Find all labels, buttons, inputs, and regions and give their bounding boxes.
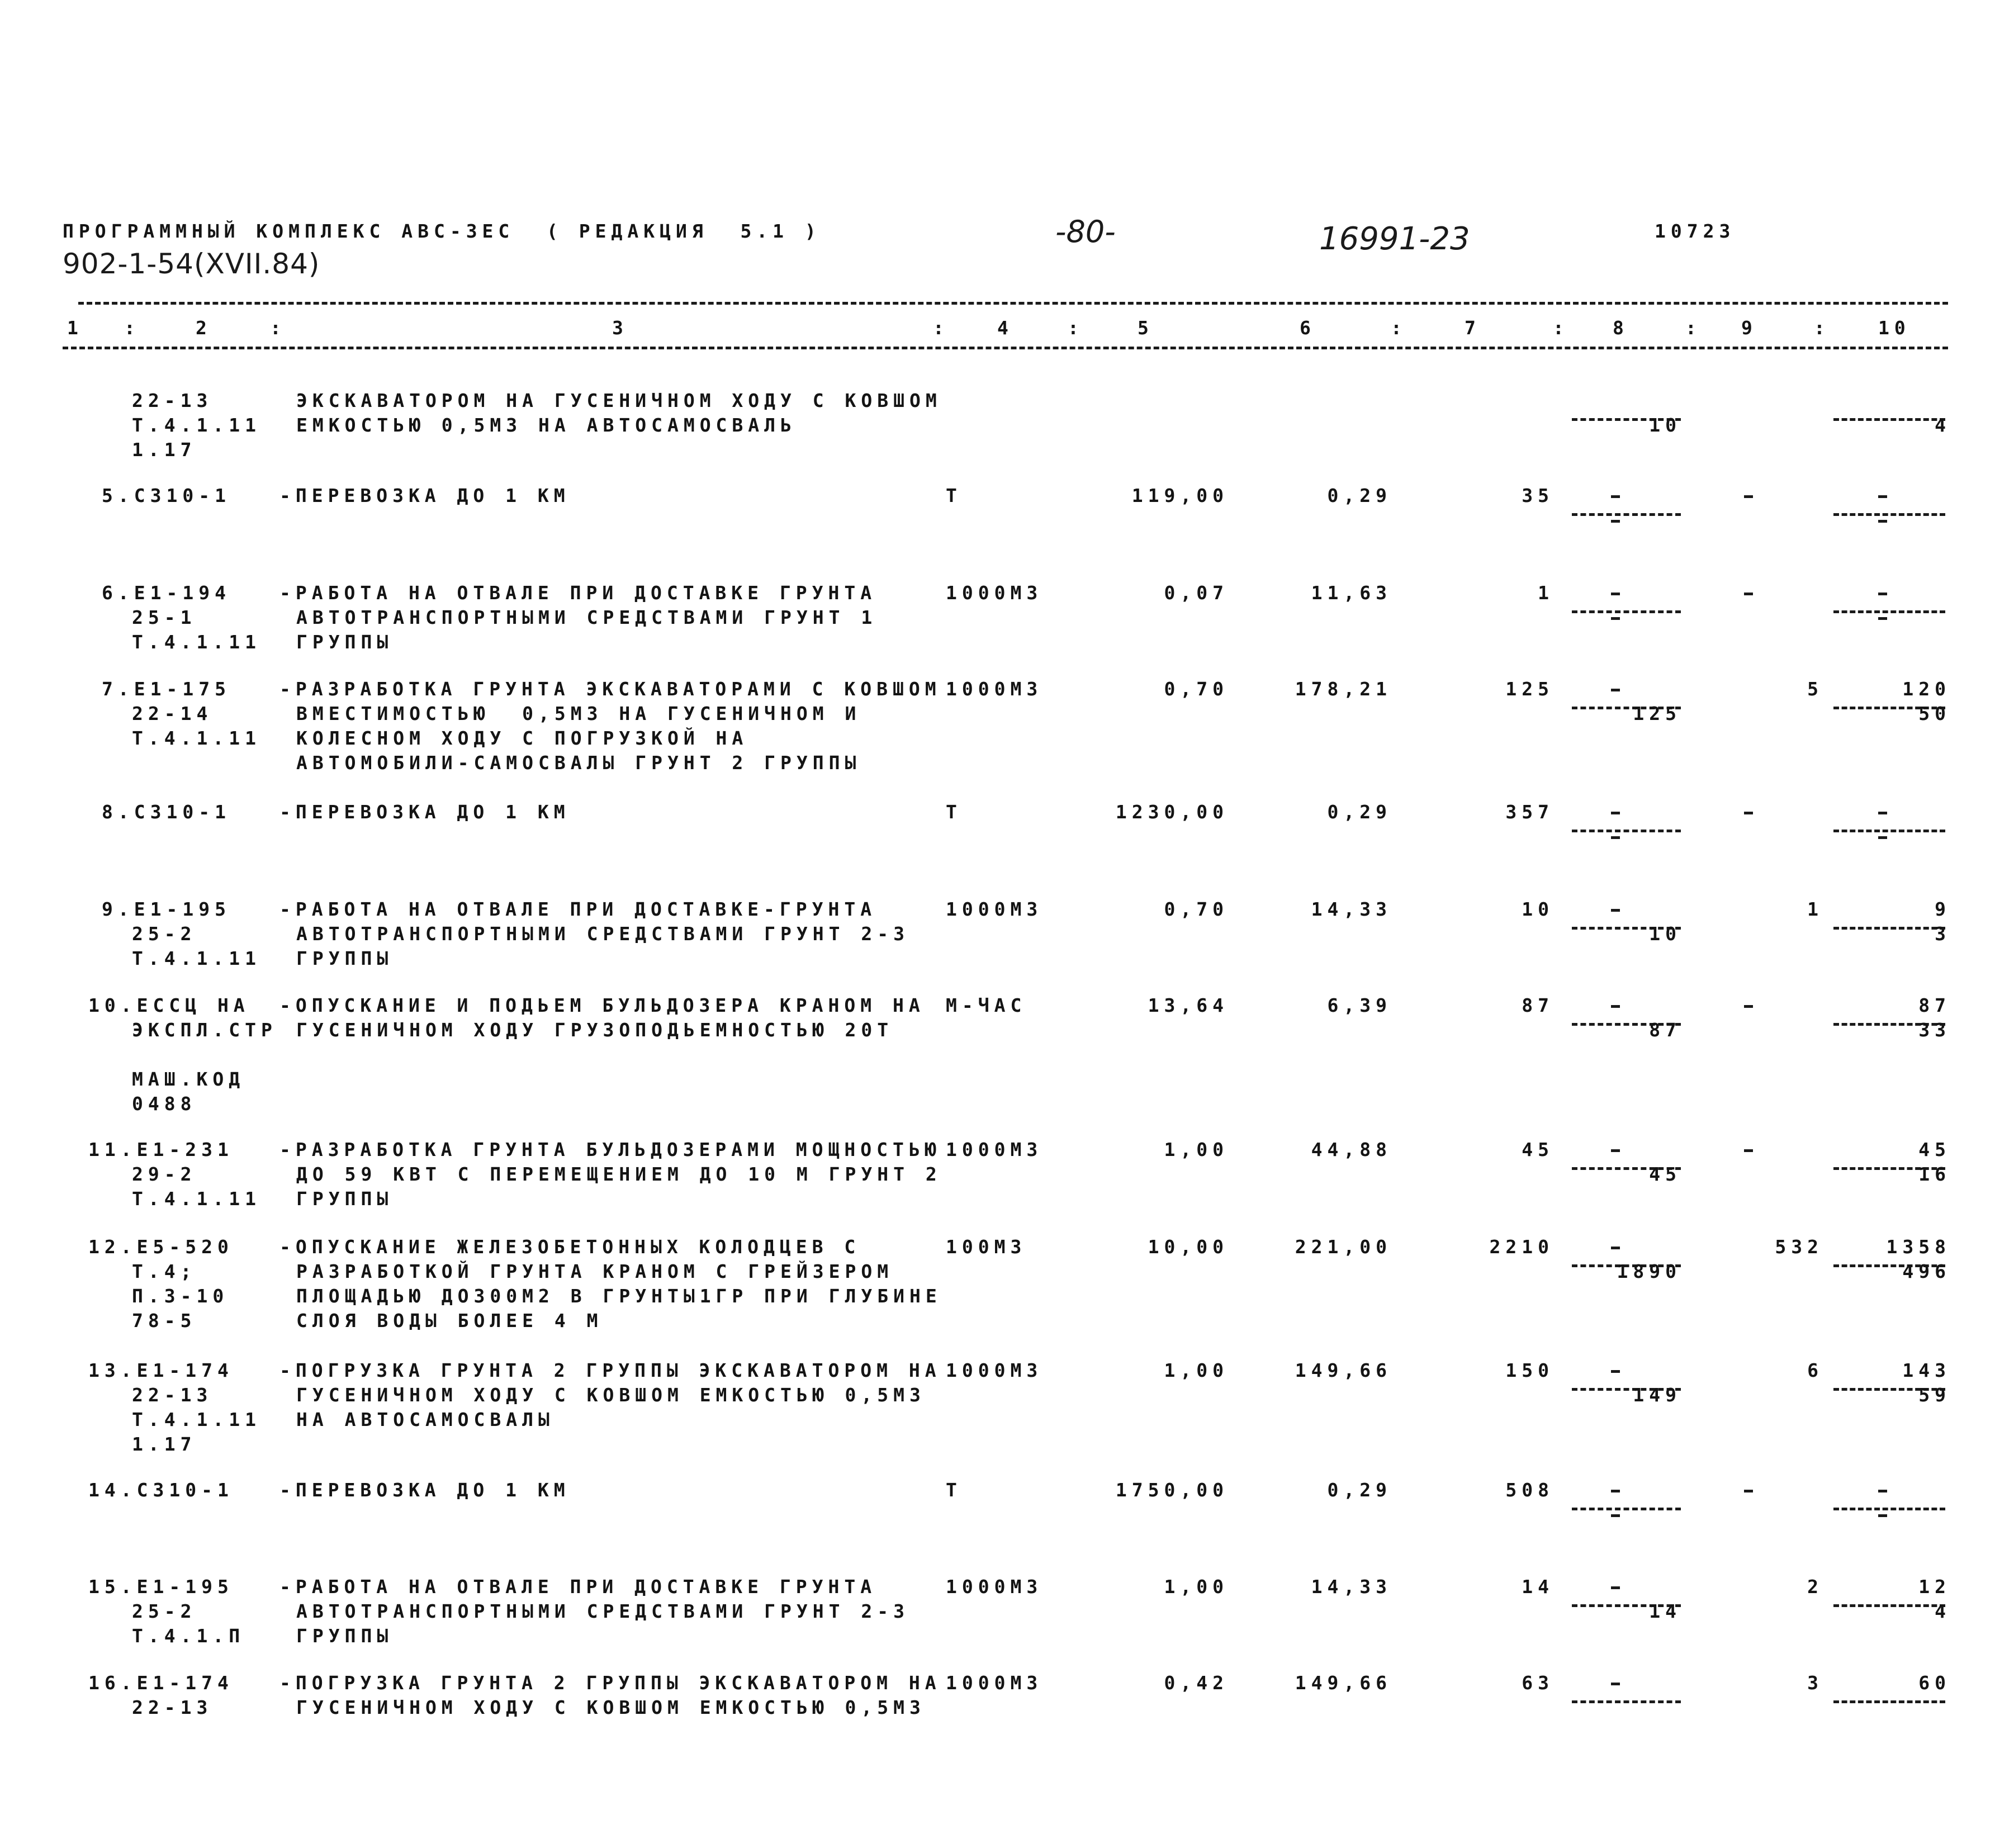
row-col8-rule (1572, 830, 1681, 832)
row-code: 22-13 (132, 1384, 213, 1406)
row-quantity: 0,70 (1164, 898, 1229, 920)
row-col10-bottom: 59 (1918, 1384, 1951, 1406)
row-col8-rule (1572, 1508, 1681, 1510)
row-col10-top: 1358 (1886, 1236, 1951, 1258)
row-col10-top (1878, 812, 1887, 814)
row-code: 6.Е1-194 (102, 582, 231, 604)
row-col8-rule (1572, 513, 1681, 516)
row-code: 25-2 (132, 1600, 197, 1622)
row-unit: 1000М3 (946, 1139, 1043, 1160)
row-col8-top (1611, 593, 1620, 595)
row-description: ГРУППЫ (296, 947, 394, 969)
row-col8-bottom: 10 (1649, 923, 1681, 945)
row-col10-bottom (1878, 617, 1887, 620)
row-col9: 6 (1807, 1359, 1823, 1381)
row-col8-top (1611, 689, 1620, 691)
row-description: КОЛЕСНОМ ХОДУ С ПОГРУЗКОЙ НА (296, 727, 748, 749)
row-col10-bottom: 496 (1902, 1261, 1951, 1282)
row-quantity: 1750,00 (1115, 1479, 1229, 1501)
row-col8-rule (1572, 610, 1681, 613)
row-unit-price: 6,39 (1327, 994, 1392, 1016)
row-col10-rule (1833, 830, 1945, 832)
column-header-cell: 3 (612, 317, 628, 339)
row-unit: Т (946, 801, 962, 823)
column-separator: : (1068, 317, 1084, 339)
row-code: Т.4; (132, 1261, 197, 1282)
row-col10-top (1878, 1490, 1887, 1492)
row-col10-top: 45 (1918, 1139, 1951, 1160)
row-code: 22-13 (132, 390, 213, 411)
row-col10-top: 120 (1902, 678, 1951, 700)
row-unit-price: 44,88 (1311, 1139, 1392, 1160)
row-code: 5.С310-1 (102, 485, 231, 506)
row-col8-top (1611, 1586, 1620, 1589)
row-description: -ОПУСКАНИЕ И ПОДЬЕМ БУЛЬДОЗЕРА КРАНОМ НА (279, 994, 925, 1016)
row-code: 78-5 (132, 1310, 197, 1331)
row-col9 (1744, 1149, 1753, 1152)
row-col8-top (1611, 1005, 1620, 1008)
row-code: 22-14 (132, 703, 213, 724)
row-code: 1.17 (132, 439, 197, 461)
row-col10-rule (1833, 610, 1945, 613)
row-code: 1.17 (132, 1433, 197, 1455)
row-code: 9.Е1-195 (102, 898, 231, 920)
row-col8-bottom: 149 (1633, 1384, 1681, 1406)
header-rule-top (78, 302, 1948, 305)
column-separator: : (933, 317, 949, 339)
row-description: ДО 59 КВТ С ПЕРЕМЕЩЕНИЕМ ДО 10 М ГРУНТ 2 (296, 1163, 942, 1185)
row-col10-bottom: 4 (1935, 414, 1951, 436)
row-description: ГРУППЫ (296, 631, 394, 653)
row-description: ВМЕСТИМОСТЬЮ 0,5М3 НА ГУСЕНИЧНОМ И (296, 703, 861, 724)
column-header-cell: 9 (1741, 317, 1757, 339)
row-description: РАЗРАБОТКОЙ ГРУНТА КРАНОМ С ГРЕЙЗЕРОМ (296, 1261, 894, 1282)
row-code: 11.Е1-231 (88, 1139, 234, 1160)
row-col9 (1744, 1490, 1753, 1492)
row-unit: 1000М3 (946, 1359, 1043, 1381)
column-header-cell: 5 (1138, 317, 1154, 339)
row-col9 (1744, 593, 1753, 595)
row-col8-bottom (1611, 1514, 1620, 1517)
row-code: 15.Е1-195 (88, 1576, 234, 1598)
row-description: АВТОТРАНСПОРТНЫМИ СРЕДСТВАМИ ГРУНТ 2-3 (296, 923, 909, 945)
row-code: Т.4.1.П (132, 1625, 245, 1647)
row-col8-top (1611, 1370, 1620, 1373)
row-total-cost: 87 (1522, 994, 1554, 1016)
column-header-cell: 4 (997, 317, 1013, 339)
row-col10-bottom: 3 (1935, 923, 1951, 945)
column-header-cell: 7 (1465, 317, 1481, 339)
row-description: ГУСЕНИЧНОМ ХОДУ ГРУЗОПОДЬЕМНОСТЬЮ 20Т (296, 1019, 894, 1041)
row-description: -ПЕРЕВОЗКА ДО 1 КМ (279, 801, 570, 823)
row-quantity: 10,00 (1148, 1236, 1229, 1258)
column-header-cell: 2 (196, 317, 212, 339)
row-description: -РАБОТА НА ОТВАЛЕ ПРИ ДОСТАВКЕ ГРУНТА (279, 1576, 877, 1598)
row-col8-rule (1572, 1700, 1681, 1703)
row-col8-bottom (1611, 617, 1620, 620)
row-col8-bottom (1611, 520, 1620, 523)
column-separator: : (270, 317, 286, 339)
row-col8-bottom: 14 (1649, 1600, 1681, 1622)
row-description: ГРУППЫ (296, 1188, 394, 1210)
row-description: НА АВТОСАМОСВАЛЫ (296, 1409, 555, 1430)
row-unit: Т (946, 485, 962, 506)
row-total-cost: 35 (1522, 485, 1554, 506)
row-code: 13.Е1-174 (88, 1359, 234, 1381)
row-total-cost: 508 (1505, 1479, 1554, 1501)
row-unit-price: 14,33 (1311, 898, 1392, 920)
row-col9: 532 (1775, 1236, 1823, 1258)
column-separator: : (1685, 317, 1702, 339)
row-col8-top (1611, 909, 1620, 912)
row-col10-bottom: 4 (1935, 1600, 1951, 1622)
row-col10-top: 87 (1918, 994, 1951, 1016)
document-code: 10723 (1655, 220, 1736, 242)
row-col8-top (1611, 812, 1620, 814)
row-quantity: 1230,00 (1115, 801, 1229, 823)
row-unit: М-ЧАС (946, 994, 1027, 1016)
row-description: -ПЕРЕВОЗКА ДО 1 КМ (279, 1479, 570, 1501)
row-unit: 1000М3 (946, 1576, 1043, 1598)
row-col10-top: 12 (1918, 1576, 1951, 1598)
row-code: Т.4.1.11 (132, 1188, 261, 1210)
row-col10-top: 60 (1918, 1672, 1951, 1694)
header-rule-bottom (63, 347, 1948, 349)
row-col10-top (1878, 495, 1887, 498)
row-col9 (1744, 495, 1753, 498)
row-code: 10.ЕССЦ НА (88, 994, 250, 1016)
row-col9: 3 (1807, 1672, 1823, 1694)
row-code: 7.Е1-175 (102, 678, 231, 700)
row-unit: 1000М3 (946, 1672, 1043, 1694)
row-description: -ОПУСКАНИЕ ЖЕЛЕЗОБЕТОННЫХ КОЛОДЦЕВ С (279, 1236, 861, 1258)
row-col8-top (1611, 495, 1620, 498)
row-code: 0488 (132, 1093, 197, 1115)
row-col10-top: 9 (1935, 898, 1951, 920)
row-col10-bottom (1878, 520, 1887, 523)
row-code: МАШ.КОД (132, 1068, 245, 1090)
row-total-cost: 1 (1538, 582, 1554, 604)
row-col10-bottom: 33 (1918, 1019, 1951, 1041)
row-description: АВТОМОБИЛИ-САМОСВАЛЫ ГРУНТ 2 ГРУППЫ (296, 752, 861, 774)
row-col8-top (1611, 1490, 1620, 1492)
row-col8-bottom: 10 (1649, 414, 1681, 436)
row-col10-top (1878, 593, 1887, 595)
row-description: ЕМКОСТЬЮ 0,5М3 НА АВТОСАМОСВАЛЬ (296, 414, 797, 436)
row-col9 (1744, 812, 1753, 814)
row-total-cost: 10 (1522, 898, 1554, 920)
row-total-cost: 125 (1505, 678, 1554, 700)
row-unit: 1000М3 (946, 582, 1043, 604)
row-description: ГУСЕНИЧНОМ ХОДУ С КОВШОМ ЕМКОСТЬЮ 0,5М3 (296, 1384, 926, 1406)
row-col10-bottom (1878, 836, 1887, 839)
row-quantity: 1,00 (1164, 1576, 1229, 1598)
row-col9: 1 (1807, 898, 1823, 920)
document-number: 16991-23 (1319, 221, 1470, 257)
row-description: ЭКСКАВАТОРОМ НА ГУСЕНИЧНОМ ХОДУ С КОВШОМ (296, 390, 942, 411)
row-description: ПЛОЩАДЬЮ ДО300М2 В ГРУНТЫ1ГР ПРИ ГЛУБИНЕ (296, 1285, 942, 1307)
row-col8-top (1611, 1683, 1620, 1685)
column-separator: : (124, 317, 140, 339)
row-col8-top (1611, 1149, 1620, 1152)
row-code: ЭКСПЛ.СТР (132, 1019, 277, 1041)
column-separator: : (1391, 317, 1407, 339)
row-code: 8.С310-1 (102, 801, 231, 823)
row-description: ГУСЕНИЧНОМ ХОДУ С КОВШОМ ЕМКОСТЬЮ 0,5М3 (296, 1697, 926, 1718)
row-col8-top (1611, 1247, 1620, 1249)
row-code: П.3-10 (132, 1285, 229, 1307)
row-total-cost: 14 (1522, 1576, 1554, 1598)
row-col10-rule (1833, 1700, 1945, 1703)
row-col10-bottom: 50 (1918, 703, 1951, 724)
row-col10-bottom (1878, 1514, 1887, 1517)
row-unit-price: 0,29 (1327, 1479, 1392, 1501)
row-description: -ПЕРЕВОЗКА ДО 1 КМ (279, 485, 570, 506)
page-number: -80- (1055, 214, 1116, 249)
row-code: Т.4.1.11 (132, 414, 261, 436)
program-title: ПРОГРАММНЫЙ КОМПЛЕКС АВС-3ЕС ( РЕДАКЦИЯ 5.1 ) (63, 220, 821, 242)
row-unit: 1000М3 (946, 678, 1043, 700)
row-code: 12.Е5-520 (88, 1236, 234, 1258)
row-col8-bottom: 45 (1649, 1163, 1681, 1185)
row-code: Т.4.1.11 (132, 1409, 261, 1430)
row-unit-price: 0,29 (1327, 801, 1392, 823)
row-col10-rule (1833, 1508, 1945, 1510)
row-description: ГРУППЫ (296, 1625, 394, 1647)
row-total-cost: 45 (1522, 1139, 1554, 1160)
row-code: 16.Е1-174 (88, 1672, 234, 1694)
column-header-cell: 1 (67, 317, 83, 339)
column-separator: : (1814, 317, 1830, 339)
row-col8-bottom: 125 (1633, 703, 1681, 724)
row-code: 25-2 (132, 923, 197, 945)
column-header-cell: 10 (1878, 317, 1911, 339)
row-unit-price: 178,21 (1295, 678, 1392, 700)
row-description: -РАЗРАБОТКА ГРУНТА ЭКСКАВАТОРАМИ С КОВШОМ (279, 678, 941, 700)
row-code: Т.4.1.11 (132, 631, 261, 653)
column-header-cell: 6 (1300, 317, 1316, 339)
row-col9: 5 (1807, 678, 1823, 700)
row-description: АВТОТРАНСПОРТНЫМИ СРЕДСТВАМИ ГРУНТ 2-3 (296, 1600, 909, 1622)
row-description: -ПОГРУЗКА ГРУНТА 2 ГРУППЫ ЭКСКАВАТОРОМ НА (279, 1359, 941, 1381)
row-quantity: 13,64 (1148, 994, 1229, 1016)
row-description: -РАБОТА НА ОТВАЛЕ ПРИ ДОСТАВКЕ-ГРУНТА (279, 898, 877, 920)
row-col10-rule (1833, 513, 1945, 516)
row-code: 22-13 (132, 1697, 213, 1718)
row-col10-top: 143 (1902, 1359, 1951, 1381)
row-col9 (1744, 1005, 1753, 1008)
row-total-cost: 2210 (1489, 1236, 1554, 1258)
row-col10-bottom: 16 (1918, 1163, 1951, 1185)
row-description: -РАБОТА НА ОТВАЛЕ ПРИ ДОСТАВКЕ ГРУНТА (279, 582, 877, 604)
row-unit: 1000М3 (946, 898, 1043, 920)
row-description: -РАЗРАБОТКА ГРУНТА БУЛЬДОЗЕРАМИ МОЩНОСТЬЮ (279, 1139, 941, 1160)
row-unit-price: 149,66 (1295, 1359, 1392, 1381)
row-unit-price: 0,29 (1327, 485, 1392, 506)
row-code: 14.С310-1 (88, 1479, 234, 1501)
row-description: АВТОТРАНСПОРТНЫМИ СРЕДСТВАМИ ГРУНТ 1 (296, 606, 878, 628)
row-quantity: 0,07 (1164, 582, 1229, 604)
project-code: 902-1-54(XVII.84) (63, 248, 320, 280)
row-unit-price: 149,66 (1295, 1672, 1392, 1694)
row-col8-bottom: 1890 (1617, 1261, 1681, 1282)
row-unit-price: 221,00 (1295, 1236, 1392, 1258)
row-unit: Т (946, 1479, 962, 1501)
row-total-cost: 63 (1522, 1672, 1554, 1694)
row-unit-price: 11,63 (1311, 582, 1392, 604)
column-header-cell: 8 (1613, 317, 1629, 339)
row-quantity: 119,00 (1131, 485, 1229, 506)
row-description: СЛОЯ ВОДЫ БОЛЕЕ 4 М (296, 1310, 603, 1331)
row-unit-price: 14,33 (1311, 1576, 1392, 1598)
row-quantity: 0,70 (1164, 678, 1229, 700)
row-total-cost: 357 (1505, 801, 1554, 823)
row-total-cost: 150 (1505, 1359, 1554, 1381)
row-code: Т.4.1.11 (132, 947, 261, 969)
row-unit: 100М3 (946, 1236, 1027, 1258)
row-quantity: 0,42 (1164, 1672, 1229, 1694)
row-code: 29-2 (132, 1163, 197, 1185)
column-separator: : (1553, 317, 1569, 339)
row-description: -ПОГРУЗКА ГРУНТА 2 ГРУППЫ ЭКСКАВАТОРОМ НА (279, 1672, 941, 1694)
row-quantity: 1,00 (1164, 1359, 1229, 1381)
row-code: Т.4.1.11 (132, 727, 261, 749)
row-code: 25-1 (132, 606, 197, 628)
row-col8-bottom (1611, 836, 1620, 839)
row-quantity: 1,00 (1164, 1139, 1229, 1160)
row-col8-bottom: 87 (1649, 1019, 1681, 1041)
row-col9: 2 (1807, 1576, 1823, 1598)
